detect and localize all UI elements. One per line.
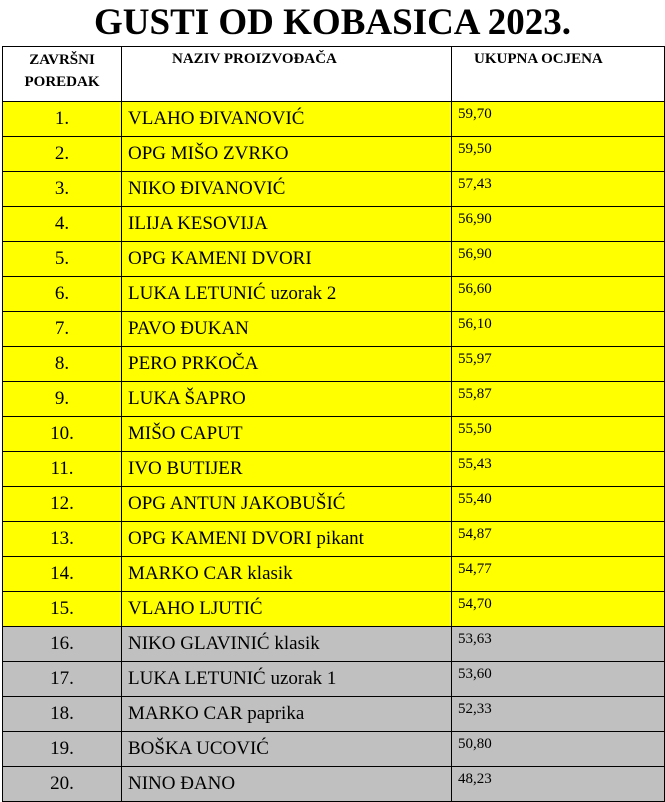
table-row bbox=[3, 557, 665, 592]
table-row bbox=[3, 627, 665, 662]
score-cell: 55,40 bbox=[452, 487, 665, 522]
table-row bbox=[3, 487, 665, 522]
header-score: UKUPNA OCJENA bbox=[452, 47, 665, 102]
producer-name-cell: LUKA LETUNIĆ uzorak 1 bbox=[122, 662, 452, 697]
rank-cell: 18. bbox=[3, 697, 122, 732]
score-cell: 55,97 bbox=[452, 347, 665, 382]
rank-cell: 2. bbox=[3, 137, 122, 172]
results-table bbox=[2, 46, 665, 802]
rank-cell: 16. bbox=[3, 627, 122, 662]
table-row bbox=[3, 452, 665, 487]
producer-name-cell: OPG MIŠO ZVRKO bbox=[122, 137, 452, 172]
score-cell: 56,10 bbox=[452, 312, 665, 347]
rank-cell: 10. bbox=[3, 417, 122, 452]
producer-name-cell: NINO ĐANO bbox=[122, 767, 452, 802]
table-row bbox=[3, 207, 665, 242]
score-cell: 53,63 bbox=[452, 627, 665, 662]
rank-cell: 15. bbox=[3, 592, 122, 627]
producer-name-cell: OPG KAMENI DVORI bbox=[122, 242, 452, 277]
score-cell: 56,90 bbox=[452, 242, 665, 277]
producer-name-cell: LUKA LETUNIĆ uzorak 2 bbox=[122, 277, 452, 312]
table-row bbox=[3, 417, 665, 452]
table-row bbox=[3, 732, 665, 767]
rank-cell: 19. bbox=[3, 732, 122, 767]
rank-cell: 4. bbox=[3, 207, 122, 242]
score-cell: 54,87 bbox=[452, 522, 665, 557]
rank-cell: 17. bbox=[3, 662, 122, 697]
producer-name-cell: PAVO ĐUKAN bbox=[122, 312, 452, 347]
rank-cell: 7. bbox=[3, 312, 122, 347]
producer-name-cell: IVO BUTIJER bbox=[122, 452, 452, 487]
table-header-row bbox=[3, 47, 665, 102]
producer-name-cell: LUKA ŠAPRO bbox=[122, 382, 452, 417]
header-rank-line2: POREDAK bbox=[24, 74, 100, 90]
score-cell: 55,50 bbox=[452, 417, 665, 452]
producer-name-cell: MARKO CAR klasik bbox=[122, 557, 452, 592]
score-cell: 48,23 bbox=[452, 767, 665, 802]
header-rank bbox=[3, 47, 122, 102]
score-cell: 54,70 bbox=[452, 592, 665, 627]
score-cell: 59,70 bbox=[452, 102, 665, 137]
rank-cell: 14. bbox=[3, 557, 122, 592]
score-cell: 57,43 bbox=[452, 172, 665, 207]
score-cell: 56,90 bbox=[452, 207, 665, 242]
rank-cell: 1. bbox=[3, 102, 122, 137]
header-rank-line1: ZAVRŠNI bbox=[29, 52, 95, 68]
rank-cell: 20. bbox=[3, 767, 122, 802]
table-row bbox=[3, 522, 665, 557]
rank-cell: 5. bbox=[3, 242, 122, 277]
producer-name-cell: MARKO CAR paprika bbox=[122, 697, 452, 732]
rank-cell: 9. bbox=[3, 382, 122, 417]
rank-cell: 11. bbox=[3, 452, 122, 487]
table-row bbox=[3, 592, 665, 627]
rank-cell: 12. bbox=[3, 487, 122, 522]
producer-name-cell: VLAHO ĐIVANOVIĆ bbox=[122, 102, 452, 137]
table-row bbox=[3, 137, 665, 172]
score-cell: 59,50 bbox=[452, 137, 665, 172]
page-title: GUSTI OD KOBASICA 2023. bbox=[94, 2, 571, 43]
producer-name-cell: ILIJA KESOVIJA bbox=[122, 207, 452, 242]
score-cell: 55,87 bbox=[452, 382, 665, 417]
table-row bbox=[3, 382, 665, 417]
rank-cell: 13. bbox=[3, 522, 122, 557]
table-row bbox=[3, 697, 665, 732]
producer-name-cell: NIKO GLAVINIĆ klasik bbox=[122, 627, 452, 662]
header-name: NAZIV PROIZVOĐAČA bbox=[122, 47, 452, 102]
rank-cell: 6. bbox=[3, 277, 122, 312]
table-row bbox=[3, 242, 665, 277]
rank-cell: 3. bbox=[3, 172, 122, 207]
producer-name-cell: NIKO ĐIVANOVIĆ bbox=[122, 172, 452, 207]
table-row bbox=[3, 102, 665, 137]
score-cell: 54,77 bbox=[452, 557, 665, 592]
producer-name-cell: BOŠKA UCOVIĆ bbox=[122, 732, 452, 767]
score-cell: 50,80 bbox=[452, 732, 665, 767]
table-row bbox=[3, 172, 665, 207]
table-row bbox=[3, 662, 665, 697]
producer-name-cell: PERO PRKOČA bbox=[122, 347, 452, 382]
table-row bbox=[3, 347, 665, 382]
table-row bbox=[3, 277, 665, 312]
producer-name-cell: OPG ANTUN JAKOBUŠIĆ bbox=[122, 487, 452, 522]
producer-name-cell: VLAHO LJUTIĆ bbox=[122, 592, 452, 627]
score-cell: 56,60 bbox=[452, 277, 665, 312]
table-row bbox=[3, 312, 665, 347]
table-row bbox=[3, 767, 665, 802]
producer-name-cell: OPG KAMENI DVORI pikant bbox=[122, 522, 452, 557]
score-cell: 53,60 bbox=[452, 662, 665, 697]
rank-cell: 8. bbox=[3, 347, 122, 382]
score-cell: 55,43 bbox=[452, 452, 665, 487]
score-cell: 52,33 bbox=[452, 697, 665, 732]
producer-name-cell: MIŠO CAPUT bbox=[122, 417, 452, 452]
